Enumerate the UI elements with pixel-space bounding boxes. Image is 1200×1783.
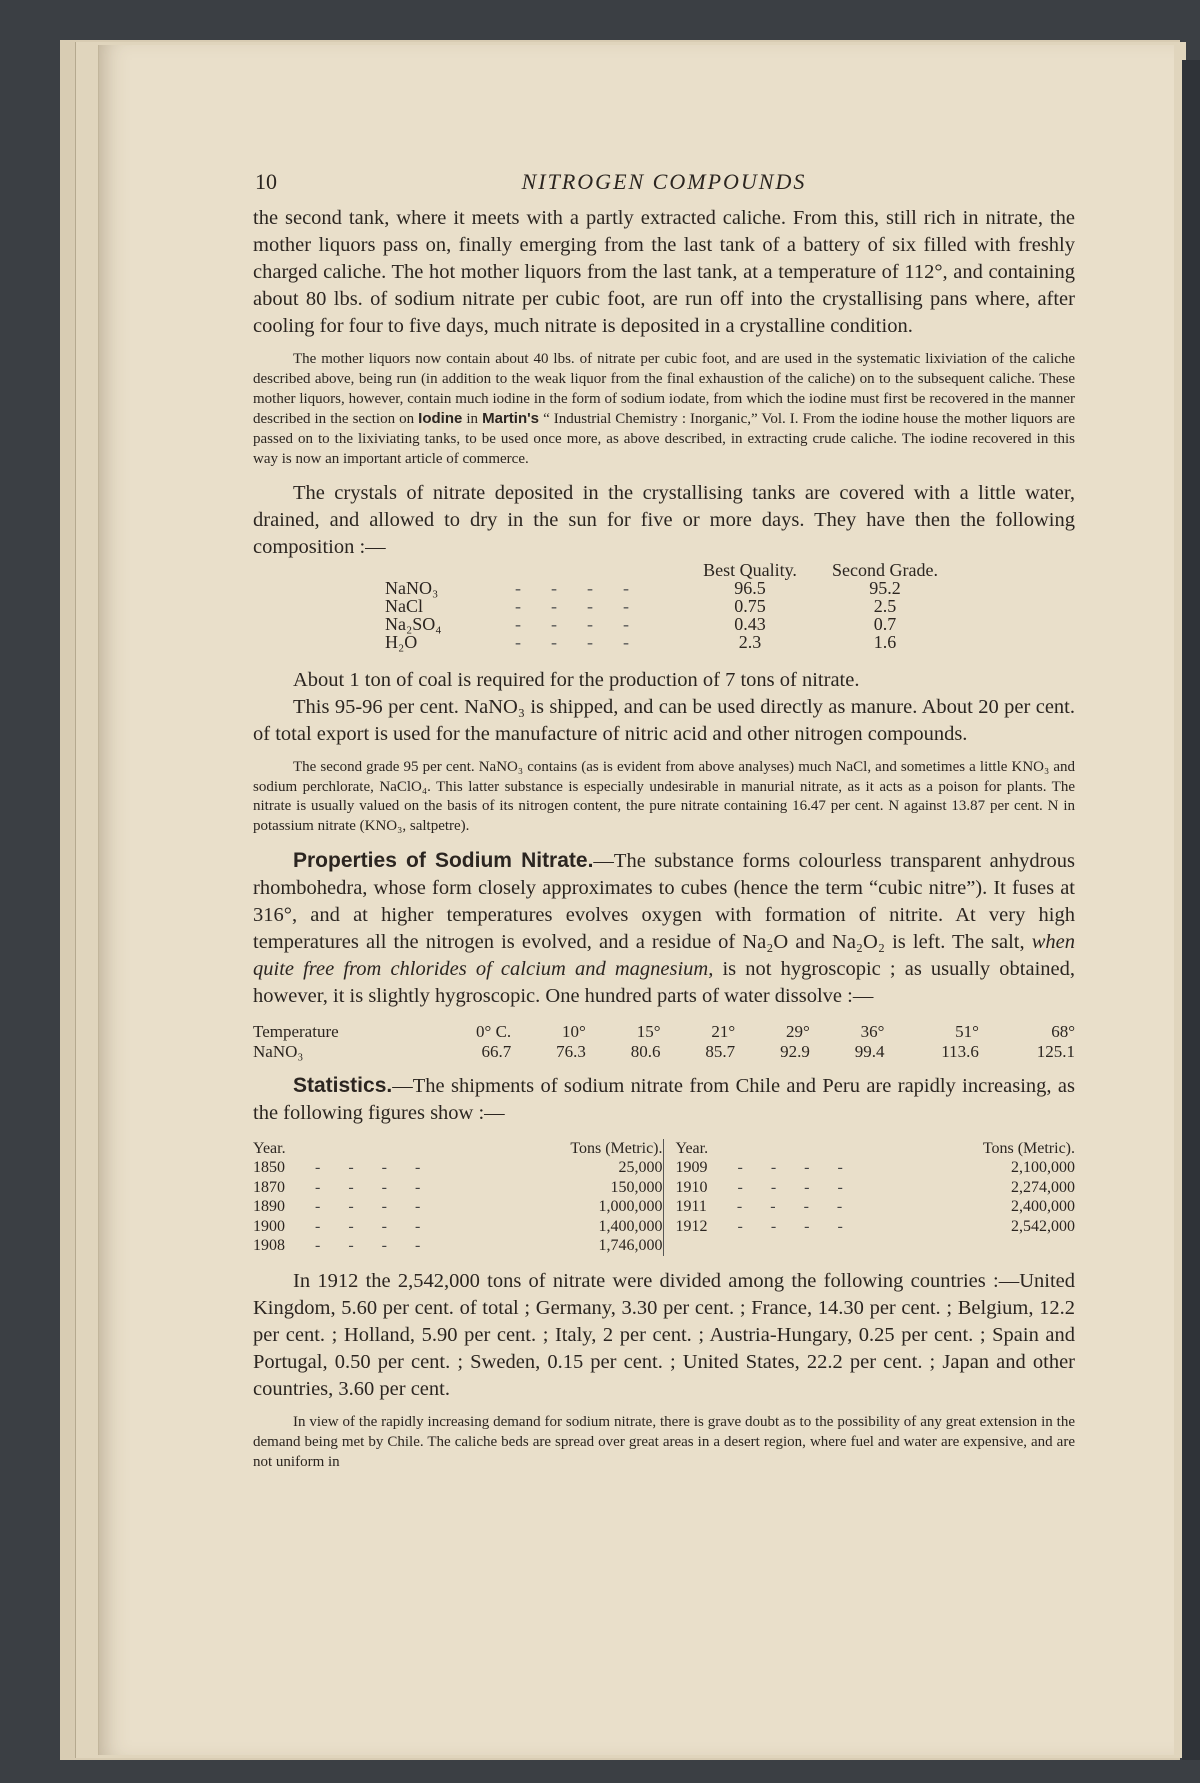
- temperature-cell: 21°: [711, 1021, 736, 1041]
- section-heading: Statistics.: [293, 1073, 393, 1097]
- page-content: [253, 165, 1075, 1482]
- stats-row: 1912 ---- 2,542,000: [675, 1217, 1075, 1235]
- temperature-cell: 10°: [562, 1021, 586, 1041]
- solubility-cell: 125.1: [1036, 1041, 1075, 1061]
- composition-row: NaNO₃ ---- 96.5 95.2: [385, 577, 901, 598]
- paragraph: In 1912 the 2,542,000 tons of nitrate were divided among the following countries :—United Kingdom, 5.60 per cent. of total ; Germany, 3.30 per cent. ; France, 14.30 per cent. ; Belgium, 12.2 per cent. ; Holland, 5.90 per cent. ; Italy, 2 per cent. ; Austria-Hungary, 0.25 per cent. ; Spain and Portugal, 0.50 per cent. ; Sweden, 0.15 per cent. ; United States, 22.2 per cent. ; Japan and other countries, 3.60 per cent.: [253, 1269, 1075, 1400]
- composition-table: [385, 561, 955, 651]
- temperature-cell: 68°: [1051, 1021, 1075, 1041]
- solubility-cell: 66.7: [481, 1041, 512, 1061]
- composition-row: NaCl ---- 0.75 2.5: [385, 595, 897, 616]
- temperature-cell: 36°: [860, 1021, 885, 1041]
- solubility-cell: 99.4: [854, 1041, 885, 1061]
- solubility-cell: 76.3: [556, 1041, 586, 1061]
- stats-row: 1910 ---- 2,274,000: [675, 1178, 1075, 1196]
- running-title: NITROGEN COMPOUNDS: [521, 169, 807, 194]
- solubility-cell: 85.7: [705, 1041, 736, 1061]
- temperature-cell: 15°: [636, 1021, 661, 1041]
- paragraph: About 1 ton of coal is required for the production of 7 tons of nitrate.: [293, 668, 860, 691]
- temperature-cell: 0° C.: [476, 1021, 512, 1041]
- paragraph: The crystals of nitrate deposited in the crystallising tanks are covered with a little water, drained, and allowed to dry in the sun for five or more days. They have then the following composition :—: [253, 481, 1075, 558]
- small-paragraph: In view of the rapidly increasing demand for sodium nitrate, there is grave doubt as to the possibility of any great extension in the demand being met by Chile. The caliche beds are spread over great areas in a desert region, where fuel and water are expensive, and are not uniform in: [253, 1413, 1075, 1470]
- paragraph: the second tank, where it meets with a partly extracted caliche. From this, still rich in nitrate, the mother liquors pass on, finally emerging from the last tank of a battery of six filled with freshly charged caliche. The hot mother liquors from the last tank, at a temperature of 112°, and containing about 80 lbs. of sodium nitrate per cubic foot, are run off into the crystallising pans where, after cooling for four to five days, much nitrate is deposited in a crystalline condition.: [253, 207, 1075, 337]
- stats-row: 1908 ---- 1,746,000: [253, 1237, 663, 1255]
- stats-row: 1911 ---- 2,400,000: [675, 1198, 1075, 1216]
- temperature-cell: 29°: [786, 1021, 810, 1041]
- page-number: 10: [255, 169, 277, 194]
- page-header: [253, 165, 1075, 205]
- stats-row: 1909 ---- 2,100,000: [675, 1159, 1075, 1177]
- statistics-table: Year. Tons (Metric). 1850 ---- 25,000 1870 ---- 150,000 1890 ---- 1,000,000 1900 ---- 1,400,000 1908 ---- 1,746,000 Year. Tons (Metric). 1909 ---- 2,100,000 1910 ---- 2,274,000 1911 ---- 2,400,000 1912 ---- 2,542,000: [253, 1139, 1075, 1255]
- solubility-cell: 92.9: [780, 1041, 810, 1061]
- small-paragraph: The mother liquors now contain about 40 lbs. of nitrate per cubic foot, and are used in the systematic lixiviation of the caliche described above, being run (in addition to the weak liquor from the final exhaustion of the caliche) on to the subsequent caliche. These mother liquors, however, contain much iodine in the form of sodium iodate, from which the iodine must first be recovered in the manner described in the section on Iodine in Martin's “ Industrial Chemistry : Inorganic,” Vol. I. From the iodine house the mother liquors are passed on to the lixiviating tanks, to be used once more, as above described, in extracting crude caliche. The iodine recovered in this way is now an important article of commerce.: [253, 351, 1075, 467]
- column-header: Best Quality.: [703, 559, 797, 580]
- solubility-cell: 113.6: [941, 1041, 979, 1061]
- book-binding: [1182, 60, 1200, 1760]
- stats-row: 1850 ---- 25,000: [253, 1159, 663, 1177]
- paragraph: Properties of Sodium Nitrate.—The substance forms colourless transparent anhydrous rhombohedra, whose form closely approximates to cubes (hence the term “cubic nitre”). It fuses at 316°, and at higher temperatures evolves oxygen with formation of nitrite. At very high temperatures all the nitrogen is evolved, and a residue of Na₂O and Na₂O₂ is left. The salt, when quite free from chlorides of calcium and magnesium, is not hygroscopic ; as usually obtained, however, it is slightly hygroscopic. One hundred parts of water dissolve :—: [253, 848, 1075, 1007]
- paragraph: This 95-96 per cent. NaNO₃ is shipped, and can be used directly as manure. About 20 per cent. of total export is used for the manufacture of nitric acid and other nitrogen compounds.: [253, 695, 1075, 745]
- composition-row: H₂O ---- 2.3 1.6: [385, 631, 897, 652]
- section-heading: Properties of Sodium Nitrate.: [293, 848, 594, 872]
- temperature-cell: 51°: [955, 1021, 979, 1041]
- small-paragraph: The second grade 95 per cent. NaNO₃ contains (as is evident from above analyses) much NaCl, and sometimes a little KNO₃ and sodium perchlorate, NaClO₄. This latter substance is especially undesirable in manurial nitrate, as it acts as a poison for plants. The nitrate is usually valued on the basis of its nitrogen content, the pure nitrate containing 16.47 per cent. N against 13.87 per cent. N in potassium nitrate (KNO₃, saltpetre).: [253, 758, 1075, 835]
- paragraph: Statistics.—The shipments of sodium nitrate from Chile and Peru are rapidly increasing, as the following figures show :—: [253, 1073, 1075, 1124]
- stats-row: 1870 ---- 150,000: [253, 1178, 663, 1196]
- stats-row: 1900 ---- 1,400,000: [253, 1217, 663, 1235]
- solubility-table: Temperature 0° C. 10° 15° 21° 29° 36° 51° 68° NaNO₃ 66.7 76.3 80.6 85.7 92.9 99.4 113.6 125.1: [253, 1021, 1075, 1061]
- composition-row: Na₂SO₄ ---- 0.43 0.7: [385, 613, 897, 634]
- solubility-cell: 80.6: [630, 1041, 661, 1061]
- column-header: Second Grade.: [832, 559, 938, 580]
- stats-row: 1890 ---- 1,000,000: [253, 1198, 663, 1216]
